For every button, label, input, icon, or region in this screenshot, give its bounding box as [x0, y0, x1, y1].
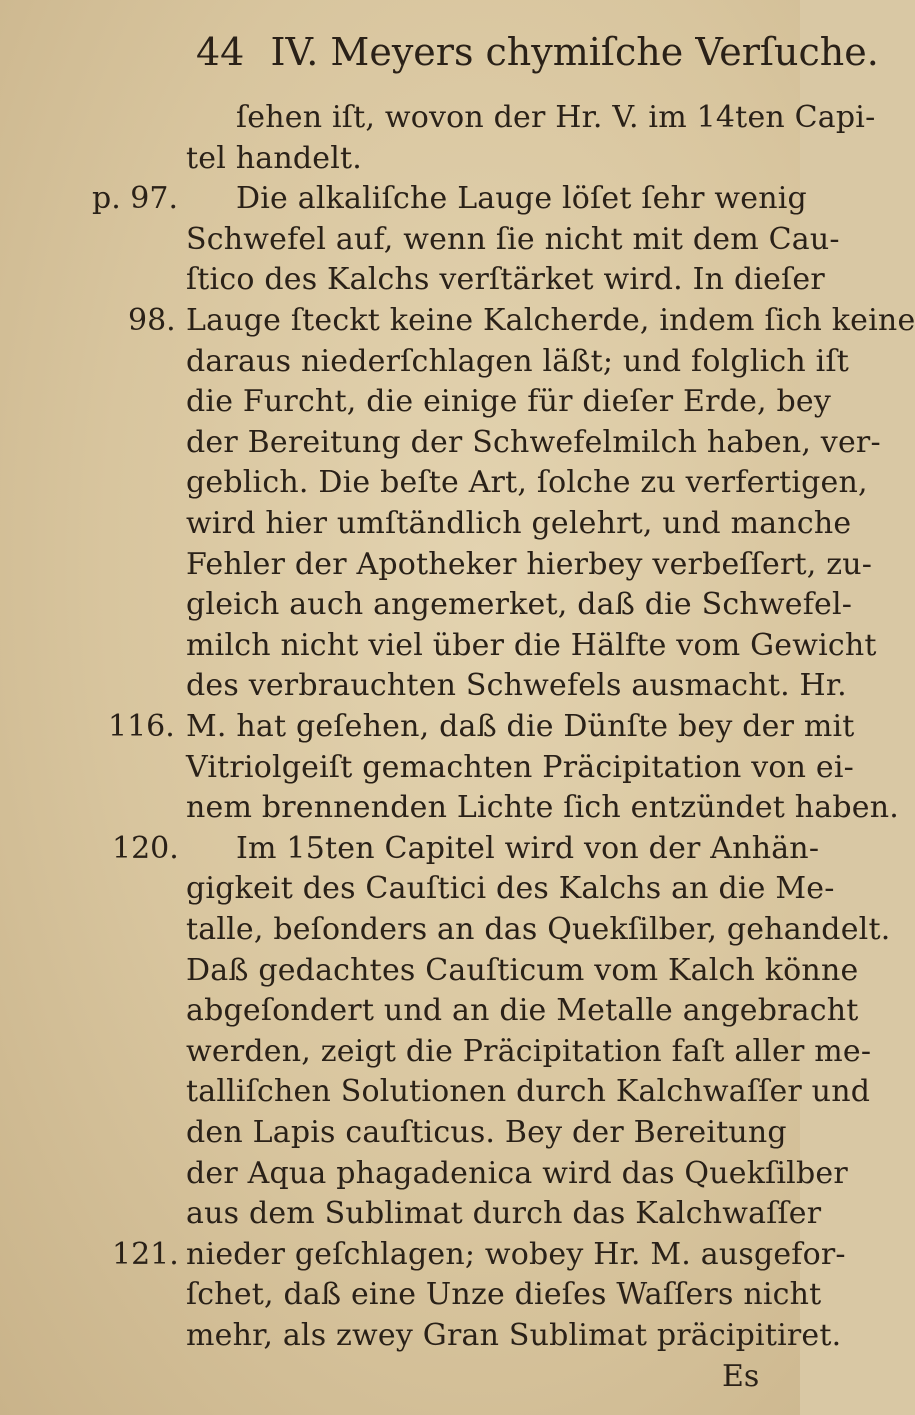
- text-line: Fehler der Apotheker hierbey verbeſſert, zu-: [186, 546, 873, 582]
- text-line: daraus niederſchlagen läßt; und folglich iſt: [186, 343, 850, 379]
- running-title: IV. Meyers chymiſche Verſuche.: [270, 30, 879, 74]
- text-line: Daß gedachtes Cauſticum vom Kalch könne: [186, 952, 859, 988]
- text-line: gleich auch angemerket, daß die Schwefel-: [186, 587, 853, 623]
- text-line: gigkeit des Cauſtici des Kalchs an die Me-: [186, 871, 835, 907]
- text-line: talliſchen Solutionen durch Kalchwaſſer und: [186, 1074, 871, 1110]
- text-line: des verbrauchten Schwefels ausmacht. Hr.: [186, 668, 847, 704]
- text-line: wird hier umſtändlich gelehrt, und manche: [186, 506, 852, 541]
- text-line: aus dem Sublimat durch das Kalchwaſſer: [186, 1196, 822, 1232]
- text-line: der Bereitung der Schwefelmilch haben, ver-: [186, 424, 881, 460]
- margin-note: 98.: [128, 303, 176, 338]
- text-line: abgeſondert und an die Metalle angebracht: [186, 993, 859, 1029]
- text-line: werden, zeigt die Präcipitation faſt aller me-: [186, 1033, 872, 1069]
- text-line: talle, beſonders an das Quekſilber, gehandelt.: [186, 912, 891, 947]
- margin-note: p. 97.: [92, 181, 178, 217]
- text-line: ſtico des Kalchs verſtärket wird. In dieſer: [186, 262, 825, 298]
- text-line: Vitriolgeiſt gemachten Präcipitation von ei-: [186, 749, 854, 785]
- margin-note: 116.: [108, 709, 175, 744]
- text-line: nieder geſchlagen; wobey Hr. M. ausgefor-: [186, 1236, 846, 1272]
- text-line: die Furcht, die einige für dieſer Erde, bey: [186, 384, 832, 420]
- text-line: milch nicht viel über die Hälfte vom Gewicht: [186, 627, 877, 663]
- catchword: Es: [722, 1358, 760, 1394]
- text-line: tel handelt.: [186, 140, 363, 176]
- page-header: [196, 30, 879, 74]
- text-line: Im 15ten Capitel wird von der Anhän-: [236, 830, 820, 866]
- text-line: Die alkaliſche Lauge löſet ſehr wenig: [236, 181, 807, 217]
- text-line: den Lapis cauſticus. Bey der Bereitung: [186, 1115, 787, 1150]
- text-line: mehr, als zwey Gran Sublimat präcipitiret.: [186, 1318, 842, 1353]
- text-line: nem brennenden Lichte ſich entzündet haben.: [186, 790, 899, 826]
- text-line: Schwefel auf, wenn ſie nicht mit dem Cau-: [186, 221, 840, 257]
- text-line: Lauge ſteckt keine Kalcherde, indem ſich keine: [186, 303, 915, 338]
- margin-note: 121.: [112, 1236, 179, 1272]
- text-line: ſchet, daß eine Unze dieſes Waſſers nicht: [186, 1277, 822, 1313]
- text-line: M. hat geſehen, daß die Dünſte bey der mit: [186, 709, 855, 744]
- text-line: geblich. Die beſte Art, ſolche zu verfertigen,: [186, 465, 868, 501]
- text-line: ſehen iſt, wovon der Hr. V. im 14ten Capi-: [236, 100, 876, 135]
- page-number: 44: [196, 30, 245, 74]
- text-line: der Aqua phagadenica wird das Quekſilber: [186, 1155, 848, 1191]
- margin-note: 120.: [112, 830, 179, 866]
